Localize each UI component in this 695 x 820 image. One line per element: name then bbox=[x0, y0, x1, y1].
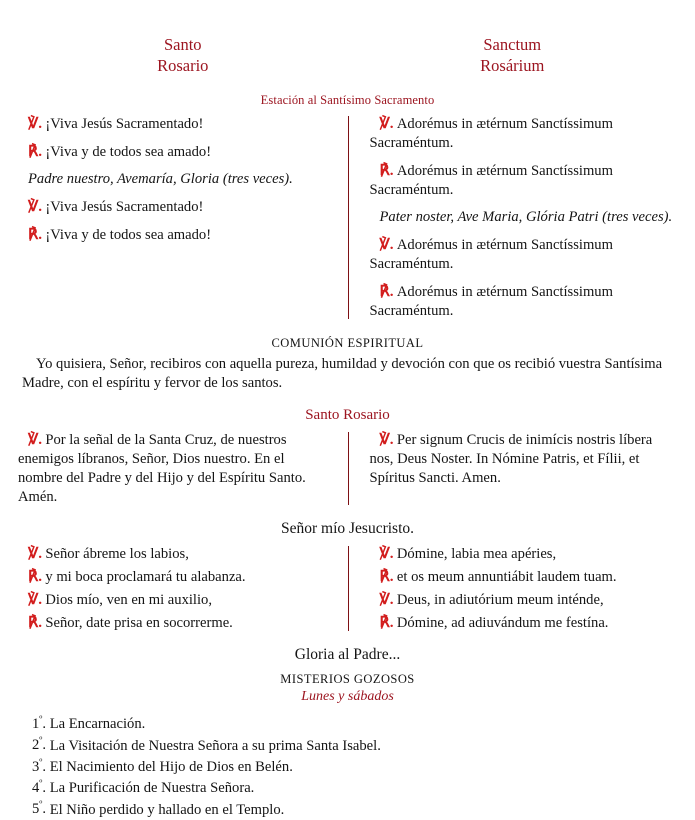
versicle-mark: ℣. bbox=[379, 115, 397, 133]
verse-line-rubric bbox=[18, 170, 326, 189]
verse-line bbox=[18, 225, 326, 245]
verse-line bbox=[370, 282, 678, 321]
mystery-text: La Visitación de Nuestra Señora a su prima Santa Isabel. bbox=[49, 737, 381, 754]
verse-line bbox=[18, 430, 326, 507]
response-mark: ℟. bbox=[379, 283, 397, 300]
verse-text: Dómine, ad adiuvándum me festína. bbox=[396, 615, 609, 632]
section-heading-estacion: Estación al Santísimo Sacramento bbox=[260, 93, 435, 108]
verse-text: Adorémus in ætérnum Sanctíssimum Sacraméntum. bbox=[369, 163, 613, 199]
versicle-mark: ℣. bbox=[28, 115, 46, 133]
rosario-column-latin bbox=[348, 430, 678, 507]
jesucristo-column-spanish bbox=[18, 544, 348, 633]
list-item bbox=[32, 735, 677, 756]
verse-line bbox=[370, 613, 678, 633]
versicle-mark: ℣. bbox=[379, 236, 397, 254]
response-mark: ℟. bbox=[28, 143, 46, 161]
list-item bbox=[32, 713, 677, 734]
verse-text: Dios mío, ven en mi auxilio, bbox=[45, 592, 212, 609]
verse-text: Adorémus in ætérnum Sanctíssimum Sacraméntum. bbox=[369, 237, 613, 273]
mystery-number: $3^º$. bbox=[32, 756, 47, 775]
title-spanish bbox=[18, 34, 348, 76]
list-item bbox=[32, 777, 677, 798]
verse-line bbox=[370, 161, 678, 200]
mysteries-list bbox=[18, 713, 677, 820]
verse-text: y mi boca proclamará tu alabanza. bbox=[45, 569, 246, 586]
verse-text: Per signum Crucis de inimícis nostris líbera nos, Deus Noster. In Nómine Patris, et Fílii, et Spíritus Sancti. Amen. bbox=[369, 432, 653, 487]
mystery-text: El Nacimiento del Hijo de Dios en Belén. bbox=[49, 758, 293, 775]
verse-text: Pater noster, Ave Maria, Glória Patri (tres veces). bbox=[379, 209, 673, 226]
verse-text: Señor, date prisa en socorrerme. bbox=[45, 615, 233, 632]
versicle-mark: ℣. bbox=[28, 591, 46, 609]
title-spanish-line2: Rosario bbox=[157, 56, 209, 76]
section-heading-gloria: Gloria al Padre... bbox=[294, 646, 401, 664]
title-latin bbox=[348, 34, 678, 76]
jesucristo-columns bbox=[18, 544, 677, 633]
column-divider bbox=[348, 432, 349, 505]
verse-line bbox=[370, 235, 678, 274]
title-latin-line1: Sanctum bbox=[483, 35, 542, 54]
response-mark: ℟. bbox=[28, 568, 46, 586]
response-mark: ℟. bbox=[379, 162, 397, 180]
section-heading-comunion: COMUNIÓN ESPIRITUAL bbox=[271, 335, 424, 350]
verse-text: Adorémus in ætérnum Sanctíssimum Sacraméntum. bbox=[369, 116, 613, 152]
mystery-text: La Purificación de Nuestra Señora. bbox=[49, 780, 255, 797]
rosario-columns bbox=[18, 430, 677, 507]
verse-line bbox=[370, 430, 678, 488]
verse-text: et os meum annuntiábit laudem tuam. bbox=[396, 569, 617, 586]
title-latin-line2: Rosárium bbox=[480, 56, 545, 76]
versicle-mark: ℣. bbox=[379, 591, 397, 609]
document-title bbox=[18, 0, 677, 76]
versicle-mark: ℣. bbox=[28, 545, 46, 563]
verse-line bbox=[18, 567, 326, 587]
column-divider bbox=[348, 546, 349, 631]
mystery-number: $5^º$. bbox=[32, 799, 47, 818]
verse-line bbox=[18, 142, 326, 162]
misterios-subheading: Lunes y sábados bbox=[301, 689, 394, 705]
section-heading-jesucristo: Señor mío Jesucristo. bbox=[280, 520, 415, 538]
verse-line bbox=[18, 544, 326, 564]
mystery-text: La Encarnación. bbox=[49, 716, 146, 733]
section-heading-rosario: Santo Rosario bbox=[305, 407, 390, 424]
section-heading-misterios: MISTERIOS GOZOSOS bbox=[280, 672, 415, 687]
jesucristo-column-latin bbox=[348, 544, 678, 633]
mystery-number: $2^º$. bbox=[32, 735, 47, 754]
verse-line bbox=[370, 590, 678, 610]
versicle-mark: ℣. bbox=[379, 431, 397, 449]
versicle-mark: ℣. bbox=[28, 198, 46, 216]
verse-text: ¡Viva y de todos sea amado! bbox=[45, 144, 212, 161]
verse-text: Por la señal de la Santa Cruz, de nuestros enemigos líbranos, Señor, Dios nuestro. En el nombre del Padre y del Hijo y del Espíritu Santo. Amén. bbox=[18, 432, 306, 506]
estacion-column-latin bbox=[348, 114, 678, 321]
response-mark: ℟. bbox=[28, 226, 46, 244]
verse-text: Padre nuestro, Avemaría, Gloria (tres veces). bbox=[28, 171, 293, 188]
verse-line bbox=[370, 114, 678, 153]
mystery-number: $1^º$. bbox=[32, 714, 47, 733]
list-item bbox=[32, 799, 677, 820]
rosario-column-spanish bbox=[18, 430, 348, 507]
verse-text: Deus, in adiutórium meum inténde, bbox=[396, 592, 604, 609]
response-mark: ℟. bbox=[28, 614, 46, 632]
title-spanish-line1: Santo bbox=[163, 35, 202, 54]
verse-line bbox=[370, 544, 678, 564]
verse-text: ¡Viva Jesús Sacramentado! bbox=[45, 199, 204, 216]
verse-text: Señor ábreme los labios, bbox=[45, 546, 189, 563]
response-mark: ℟. bbox=[379, 568, 397, 586]
verse-line-rubric bbox=[370, 208, 678, 227]
verse-text: ¡Viva y de todos sea amado! bbox=[45, 227, 212, 244]
estacion-column-spanish bbox=[18, 114, 348, 321]
verse-line bbox=[18, 613, 326, 633]
column-divider bbox=[348, 116, 349, 319]
mystery-text: El Niño perdido y hallado en el Templo. bbox=[49, 801, 285, 818]
verse-line bbox=[18, 114, 326, 134]
verse-line bbox=[18, 590, 326, 610]
verse-line bbox=[370, 567, 678, 587]
comunion-paragraph: Yo quisiera, Señor, recibiros con aquella pureza, humildad y devoción con que os recibió vuestra Santísima Madre, con el espíritu y fervor de los santos. bbox=[22, 355, 663, 391]
response-mark: ℟. bbox=[379, 614, 397, 632]
mystery-number: $4^º$. bbox=[32, 778, 47, 797]
estacion-columns bbox=[18, 114, 677, 321]
verse-text: Dómine, labia mea apéries, bbox=[396, 546, 557, 563]
verse-text: Adorémus in ætérnum Sanctíssimum Sacraméntum. bbox=[369, 284, 613, 319]
verse-text: ¡Viva Jesús Sacramentado! bbox=[45, 116, 204, 133]
verse-line bbox=[18, 197, 326, 217]
list-item bbox=[32, 756, 677, 777]
versicle-mark: ℣. bbox=[379, 545, 397, 563]
versicle-mark: ℣. bbox=[28, 431, 46, 449]
